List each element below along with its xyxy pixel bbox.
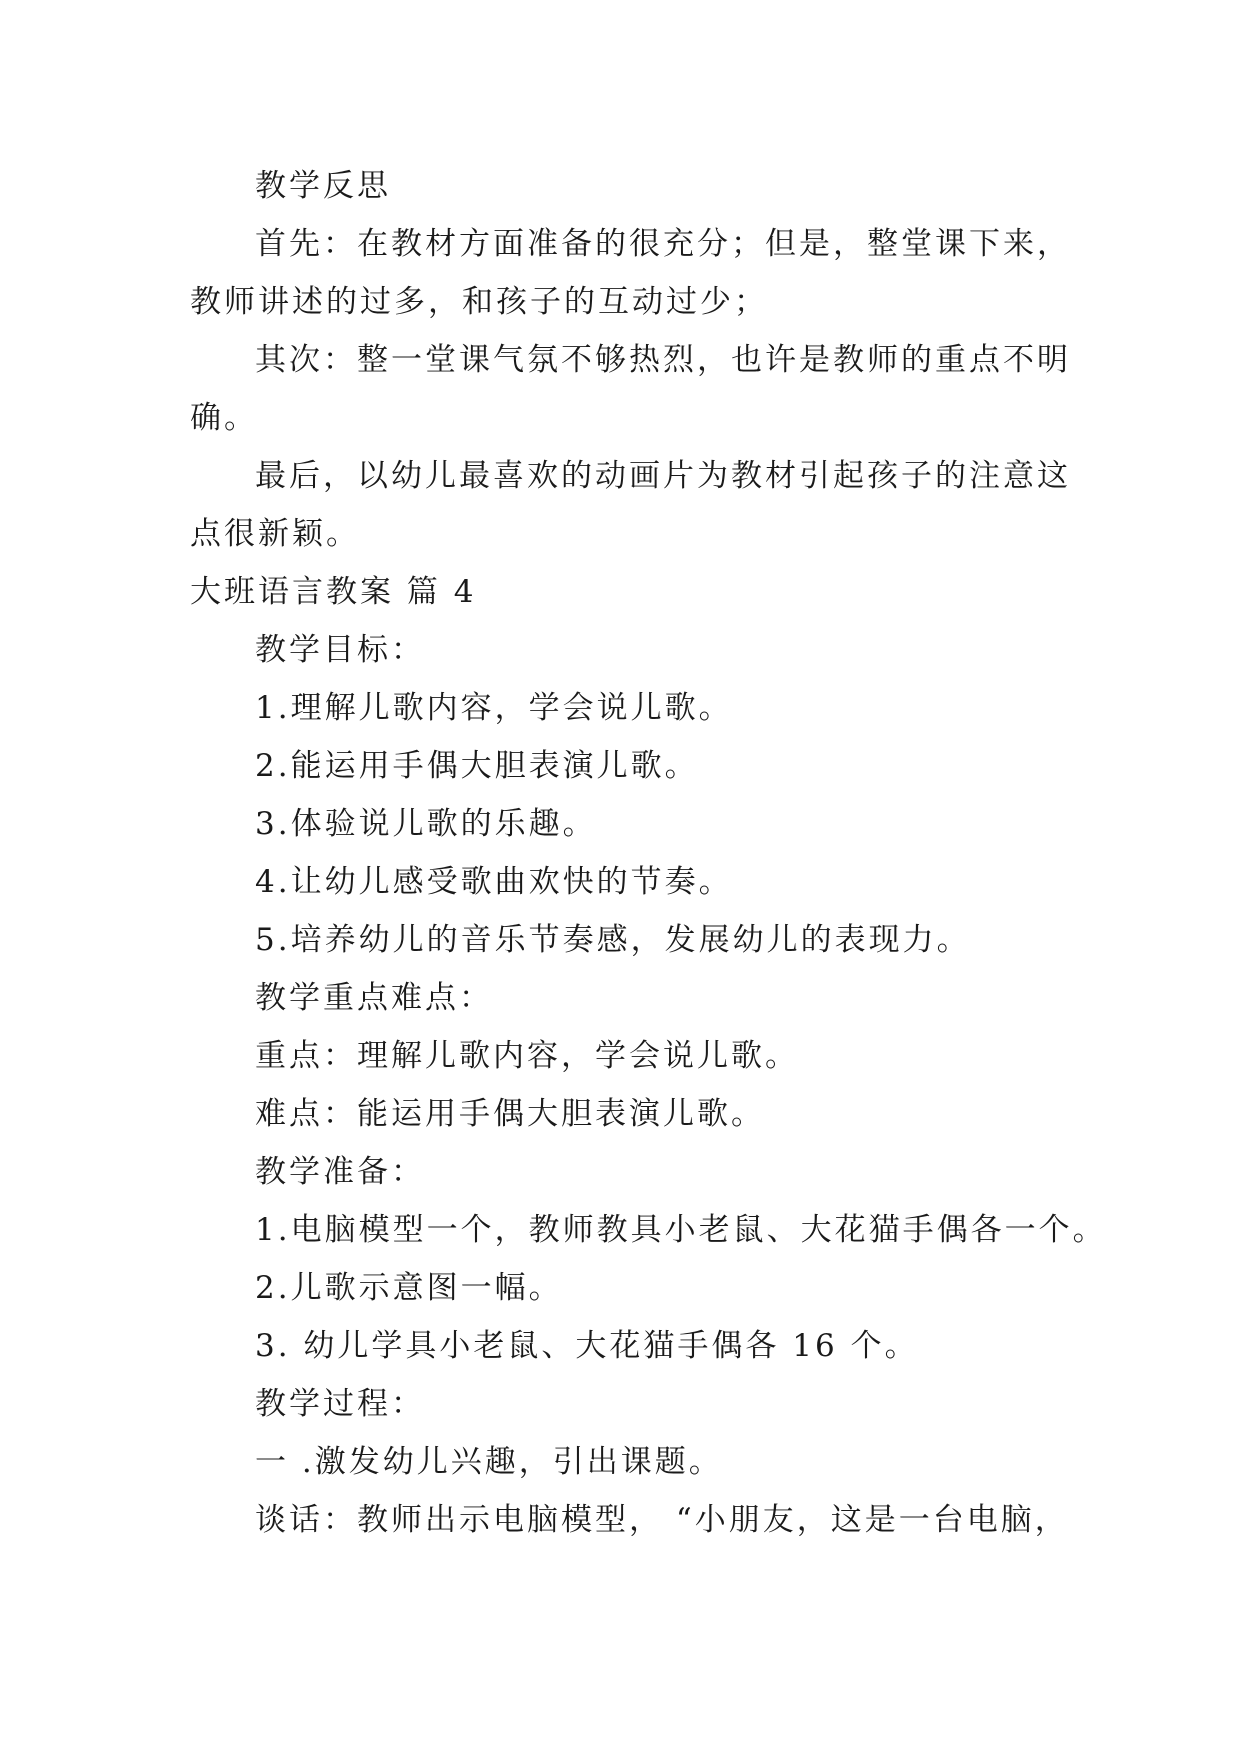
paragraph-line: 其次：整一堂课气氛不够热烈，也许是教师的重点不明 [255,342,1071,378]
list-item: 2.能运用手偶大胆表演儿歌。 [255,748,699,784]
key-points-heading: 教学重点难点： [255,980,493,1016]
paragraph-line: 确。 [190,400,258,436]
paragraph-line: 一 .激发幼儿兴趣，引出课题。 [255,1444,723,1480]
list-item: 1.电脑模型一个，教师教具小老鼠、大花猫手偶各一个。 [255,1212,1107,1248]
section-title: 大班语言教案 篇 4 [190,574,477,610]
paragraph-line: 重点：理解儿歌内容，学会说儿歌。 [255,1038,799,1074]
paragraph-line: 谈话：教师出示电脑模型， “小朋友，这是一台电脑， [255,1502,1069,1538]
paragraph-line: 首先：在教材方面准备的很充分；但是，整堂课下来， [255,226,1071,262]
preparation-heading: 教学准备： [255,1154,425,1190]
reflection-heading: 教学反思 [255,168,391,204]
process-heading: 教学过程： [255,1386,425,1422]
list-item: 3. 幼儿学具小老鼠、大花猫手偶各 16 个。 [255,1328,919,1364]
list-item: 5.培养幼儿的音乐节奏感，发展幼儿的表现力。 [255,922,971,958]
goals-heading: 教学目标： [255,632,425,668]
list-item: 1.理解儿歌内容，学会说儿歌。 [255,690,733,726]
paragraph-line: 教师讲述的过多，和孩子的互动过少； [190,284,768,320]
list-item: 4.让幼儿感受歌曲欢快的节奏。 [255,864,733,900]
list-item: 3.体验说儿歌的乐趣。 [255,806,597,842]
paragraph-line: 最后，以幼儿最喜欢的动画片为教材引起孩子的注意这 [255,458,1071,494]
paragraph-line: 难点：能运用手偶大胆表演儿歌。 [255,1096,765,1132]
paragraph-line: 点很新颖。 [190,516,360,552]
list-item: 2.儿歌示意图一幅。 [255,1270,563,1306]
